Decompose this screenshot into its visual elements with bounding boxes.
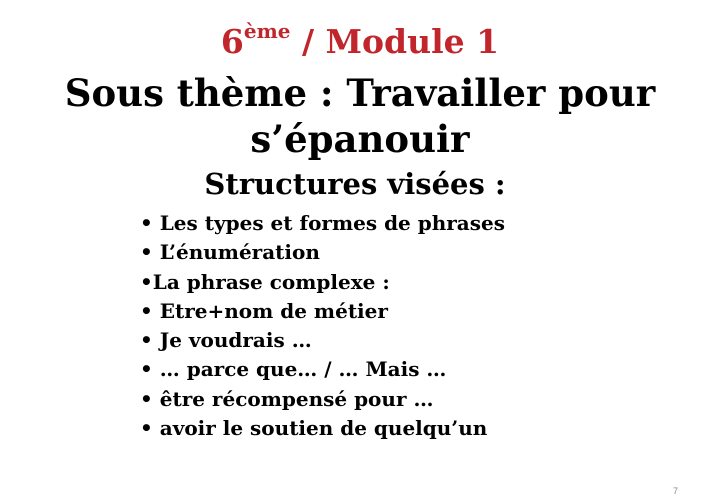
structures-heading: Structures visées : [204,167,506,201]
module-title [0,19,720,62]
list-item: •La phrase complexe : [140,269,390,294]
structures-list [140,209,505,443]
list-item: • être récompensé pour … [140,386,434,411]
module-label: / Module 1 [290,22,500,61]
page-number: 7 [672,486,678,496]
list-item: • L’énumération [140,240,320,265]
grade-suffix: ème [243,19,291,43]
list-item: • Je voudrais … [140,328,312,353]
list-item: • avoir le soutien de quelqu’un [140,416,488,441]
list-item: • Etre+nom de métier [140,298,388,323]
subtheme-title: Sous thème : Travailler pour s’épanouir [64,71,656,161]
grade-number: 6 [220,22,244,61]
list-item: • … parce que… / … Mais … [140,357,447,382]
list-item: • Les types et formes de phrases [140,211,505,235]
